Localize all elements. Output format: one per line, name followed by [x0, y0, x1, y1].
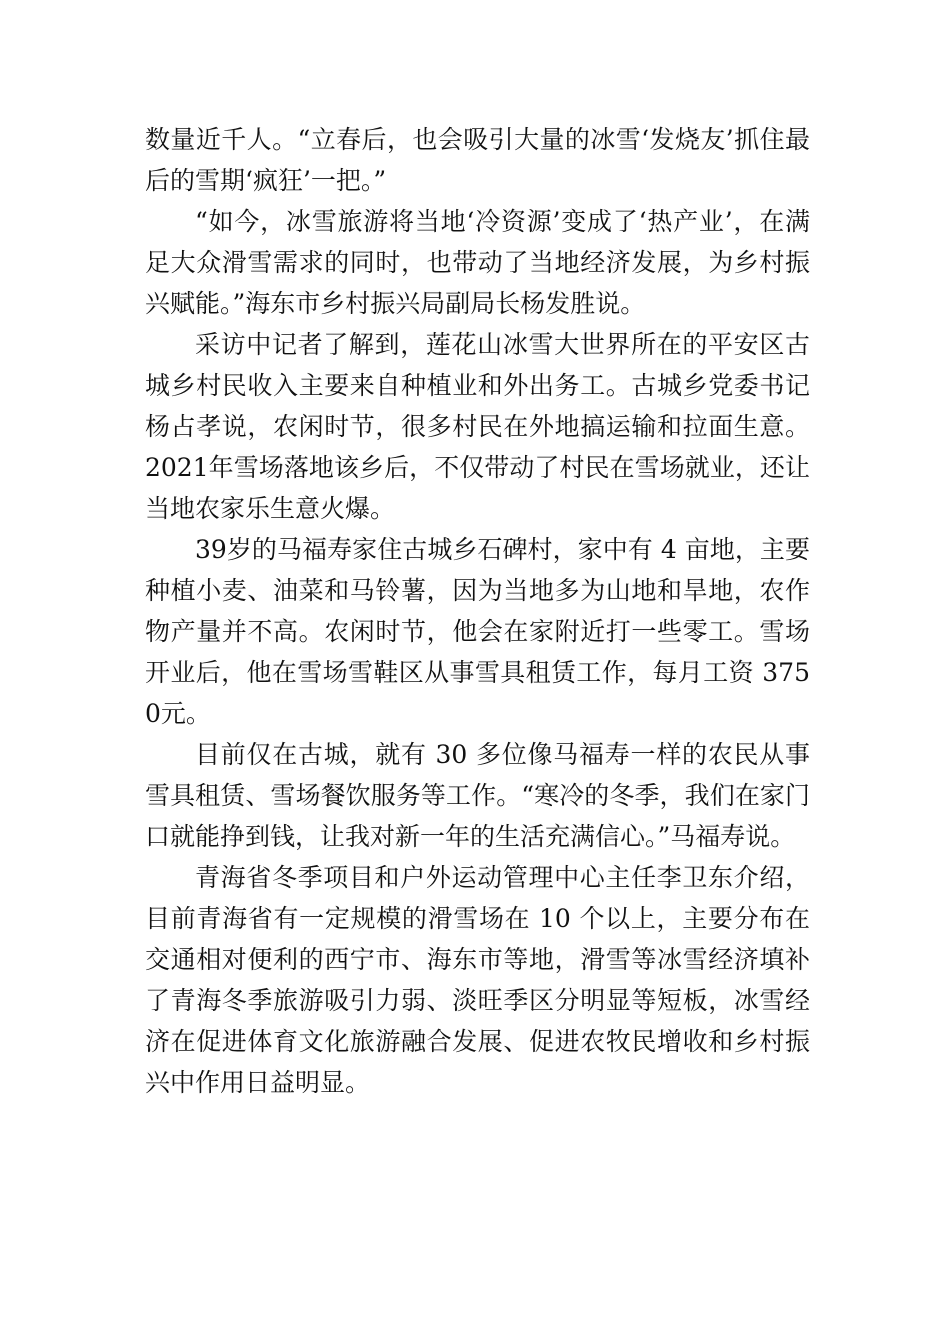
paragraph-2: “如今，冰雪旅游将当地‘冷资源’变成了‘热产业’，在满足大众滑雪需求的同时，也带动了当地经济发展，为乡村振兴赋能。”海东市乡村振兴局副局长杨发胜说。: [145, 207, 810, 318]
paragraph-3: 采访中记者了解到，莲花山冰雪大世界所在的平安区古城乡村民收入主要来自种植业和外出务工。古城乡党委书记杨占孝说，农闲时节，很多村民在外地搞运输和拉面生意。2021年雪场落地该乡后，不仅带动了村民在雪场就业，还让当地农家乐生意火爆。: [145, 330, 810, 523]
paragraph-4: 39岁的马福寿家住古城乡石碑村，家中有 4 亩地，主要种植小麦、油菜和马铃薯，因为当地多为山地和旱地，农作物产量并不高。农闲时节，他会在家附近打一些零工。雪场开业后，他在雪场雪鞋区从事雪具租赁工作，每月工资 3750元。: [145, 535, 810, 728]
paragraph-6: 青海省冬季项目和户外运动管理中心主任李卫东介绍，目前青海省有一定规模的滑雪场在 10 个以上，主要分布在交通相对便利的西宁市、海东市等地，滑雪等冰雪经济填补了青海冬季旅游吸引力弱、淡旺季区分明显等短板，冰雪经济在促进体育文化旅游融合发展、促进农牧民增收和乡村振兴中作用日益明显。: [145, 863, 810, 1097]
paragraph-1: 数量近千人。“立春后，也会吸引大量的冰雪‘发烧友’抓住最后的雪期‘疯狂’一把。”: [145, 125, 810, 195]
article-body: [145, 119, 810, 1103]
paragraph-5: 目前仅在古城，就有 30 多位像马福寿一样的农民从事雪具租赁、雪场餐饮服务等工作。“寒冷的冬季，我们在家门口就能挣到钱，让我对新一年的生活充满信心。”马福寿说。: [145, 740, 810, 851]
